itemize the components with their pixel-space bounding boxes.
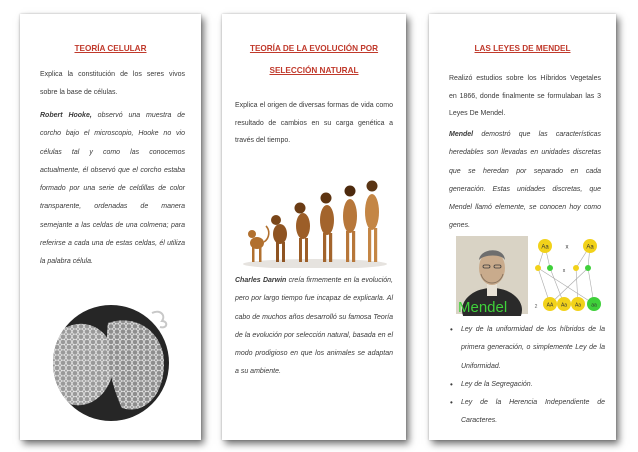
bullet-icon: • bbox=[450, 325, 453, 334]
svg-text:Aa: Aa bbox=[586, 244, 594, 251]
svg-text:Aa: Aa bbox=[574, 302, 582, 309]
cell-theory-intro: Explica la constitución de los seres vivos sobre la base de células. bbox=[40, 71, 185, 96]
mendel-intro: Realizó estudios sobre los Híbridos Vegetales en 1866, donde finalmente se formulaban las 3 Leyes De Mendel. bbox=[449, 75, 601, 118]
panel-cell-theory bbox=[20, 14, 201, 440]
darwin-paragraph bbox=[235, 272, 393, 382]
cell-theory-title: TEORÍA CELULAR bbox=[74, 44, 147, 53]
evolution-title-line-2: SELECCIÓN NATURAL bbox=[269, 66, 359, 75]
mendel-image-label: Mendel bbox=[458, 299, 508, 316]
list-item: • Ley de la Herencia Independiente de Caracteres. bbox=[449, 394, 605, 431]
list-item: • Ley de la uniformidad de los híbridos de la primera generación, o simplemente Ley de la Uniformidad. bbox=[449, 321, 605, 376]
hooke-paragraph bbox=[40, 107, 185, 272]
mendel-laws-title: LAS LEYES DE MENDEL bbox=[474, 44, 571, 53]
svg-text:aa: aa bbox=[591, 302, 597, 309]
svg-text:Aa: Aa bbox=[560, 302, 568, 309]
svg-text:x: x bbox=[565, 244, 569, 251]
human-evolution-image bbox=[242, 160, 388, 268]
panel-evolution-theory bbox=[222, 14, 406, 440]
cork-cells-image bbox=[42, 303, 180, 423]
darwin-text: creía firmemente en la evolución, pero por largo tiempo fue incapaz de explicarla. Al cabo de muchos años desarrolló su famosa Teoría de la evolución por selección natural, basada en el modo prodigioso en que los animales se adaptan a su ambiente. bbox=[235, 277, 393, 376]
mendel-laws-list bbox=[449, 321, 605, 431]
evolution-intro: Explica el origen de diversas formas de vida como resultado de cambios en su carga genética a través del tiempo. bbox=[235, 102, 393, 145]
list-item: • Ley de la Segregación. bbox=[449, 376, 605, 394]
bullet-icon: • bbox=[450, 379, 453, 389]
hooke-name: Robert Hooke, bbox=[40, 112, 92, 119]
svg-text:x: x bbox=[562, 268, 566, 274]
mendel-text: demostró que las características heredables son llevadas en unidades discretas que se heredan por separado en cada generación. Estas unidades discretas, que Mendel llamó elemente, se conocen hoy como genes. bbox=[449, 131, 601, 230]
panel-mendel-laws bbox=[429, 14, 616, 440]
mendel-name: Mendel bbox=[449, 131, 474, 138]
svg-text:Aa: Aa bbox=[541, 244, 549, 251]
hooke-text: observó una muestra de corcho bajo el microscopio, Hooke no vio células tal y como las conocemos actualmente, él observó que el corcho estaba formado por una serie de celdillas de color transparente, ordenadas de manera semejante a las celdas de una colmena; para referirse a cada una de estas celdas, él utiliza la palabra célula. bbox=[40, 112, 186, 266]
bullet-icon: • bbox=[450, 398, 453, 408]
svg-text:2: 2 bbox=[534, 304, 538, 310]
mendel-portrait-image bbox=[454, 234, 603, 316]
evolution-title-line-1: TEORÍA DE LA EVOLUCIÓN POR bbox=[249, 44, 379, 53]
darwin-name: Charles Darwin bbox=[235, 277, 287, 284]
mendel-paragraph bbox=[449, 126, 601, 236]
svg-text:AA: AA bbox=[546, 302, 554, 309]
